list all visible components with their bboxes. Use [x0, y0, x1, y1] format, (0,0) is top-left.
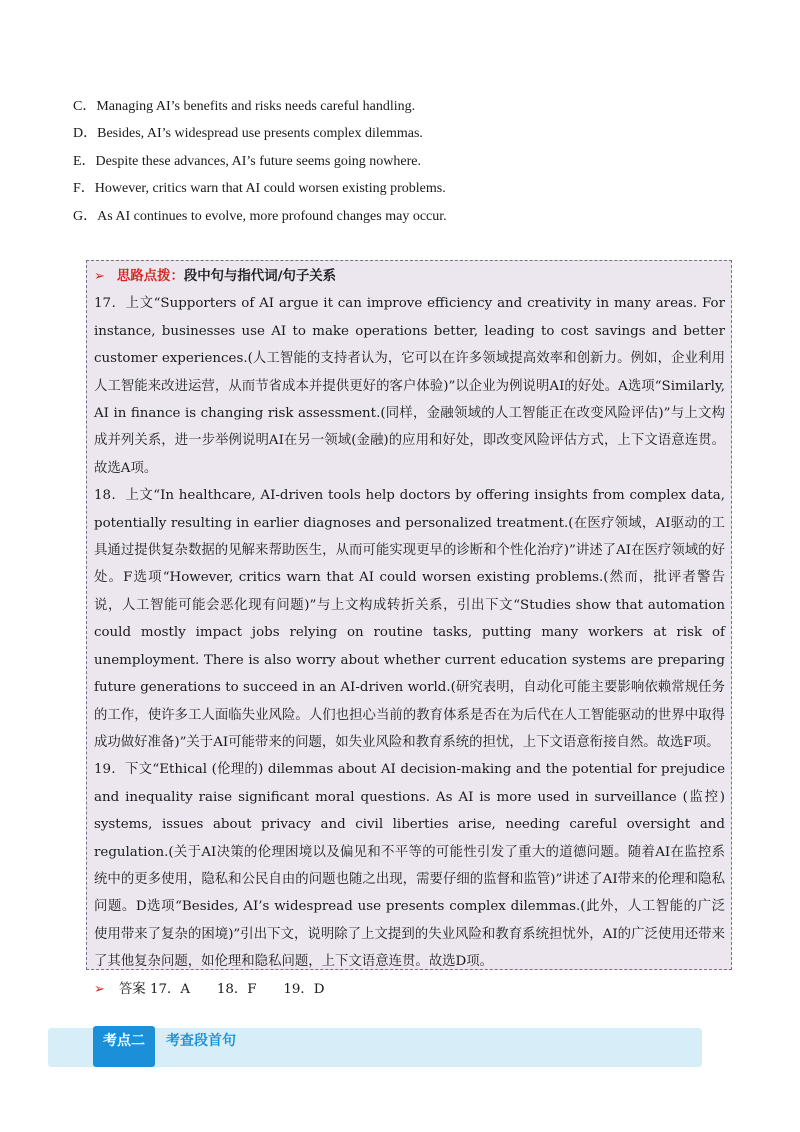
- explanation-18: 18．上文“In healthcare, AI-driven tools help doctors by offering insights from complex data, potentially resulting in earlier diagnoses and personalized treatment.(在医疗领域，AI驱动的工具通过提供复杂数据的见解来帮助医生，从而可能实现更早的诊断和个性化治疗)”讲述了AI在医疗领域的好处。F选项“However, critics warn that AI could worsen existing problems.(然而，批评者警告说，人工智能可能会恶化现有问题)”与上文构成转折关系，引出下文“Studies show that automation could mostly impact jobs relying on routine tasks, putting many workers at risk of unemployment. There is also worry about whether current education systems are preparing future generations to succeed in an AI-driven world.(研究表明，自动化可能主要影响依赖常规任务的工作，使许多工人面临失业风险。人们也担心当前的教育体系是否在为后代在人工智能驱动的世界中取得成功做好准备)”关于AI可能带来的问题，如失业风险和教育系统的担忧，上下文语意衔接自然。故选F项。: [94, 488, 725, 750]
- explanation-19: 19．下文“Ethical (伦理的) dilemmas about AI decision-making and the potential for prejudice and inequality raise significant moral questions. As AI is more used in surveillance (监控) systems, issues about privacy and civil liberties arise, needing careful oversight and regulation.(关于AI决策的伦理困境以及偏见和不平等的可能性引发了重大的道德问题。随着AI在监控系统中的更多使用，隐私和公民自由的问题也随之出现，需要仔细的监督和监管)”讲述了AI带来的伦理和隐私问题。D选项“Besides, AI’s widespread use presents complex dilemmas.(此外，人工智能的广泛使用带来了复杂的困境)”引出下文，说明除了上文提到的失业风险和教育系统担忧外，AI的广泛使用还带来了其他复杂问题，如伦理和隐私问题，上下文语意连贯。故选D项。: [94, 762, 725, 970]
- answer-options: [73, 93, 753, 230]
- analysis-heading: [94, 263, 725, 290]
- analysis-topic: 段中句与指代词/句子关系: [183, 268, 337, 284]
- analysis-box: [86, 260, 732, 997]
- arrow-icon: ➢: [94, 269, 105, 284]
- analysis-label: 思路点拨：: [116, 268, 184, 284]
- answer-line: [94, 976, 725, 1003]
- option-g: G．As AI continues to evolve, more profound changes may occur.: [73, 208, 447, 224]
- option-f: F．However, critics warn that AI could worsen existing problems.: [73, 181, 446, 197]
- answer-text: 答案 17．A 18．F 19．D: [118, 981, 325, 997]
- arrow-icon: ➢: [94, 981, 105, 997]
- option-c: C．Managing AI’s benefits and risks needs careful handling.: [73, 99, 416, 114]
- option-e: E．Despite these advances, AI’s future seems going nowhere.: [73, 153, 421, 169]
- explanation-17: 17．上文“Supporters of AI argue it can improve efficiency and creativity in many areas. For instance, businesses use AI to make operations better, leading to cost savings and better customer experiences.(人工智能的支持者认为，它可以在许多领域提高效率和创新力。例如，企业利用人工智能来改进运营，从而节省成本并提供更好的客户体验)”以企业为例说明AI的好处。A选项“Similarly, AI in finance is changing risk assessment.(同样，金融领域的人工智能正在改变风险评估)”与上文构成并列关系，进一步举例说明AI在另一领域(金融)的应用和好处，即改变风险评估方式，上下文语意连贯。故选A项。: [94, 296, 725, 476]
- section-tag: 考点二: [93, 1026, 155, 1067]
- section-title: 考查段首句: [166, 1033, 236, 1049]
- option-d: D．Besides, AI’s widespread use presents complex dilemmas.: [73, 126, 423, 142]
